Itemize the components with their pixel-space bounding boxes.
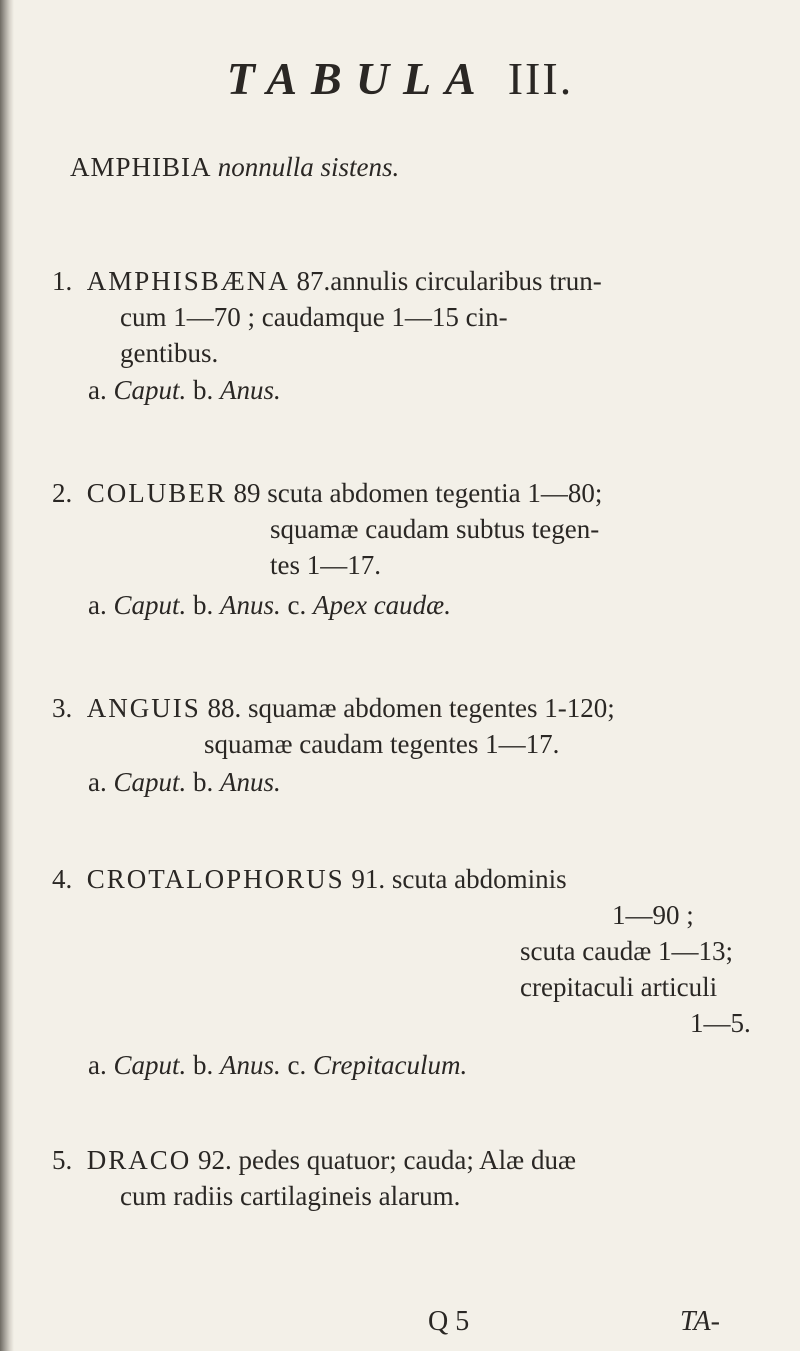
entry-name: ANGUIS [86,693,201,723]
entry-anguis [52,690,772,762]
entry-text-line: scuta caudæ 1—13; [520,936,733,966]
entry-number: 3. [52,693,73,723]
page-binding-shadow [0,0,14,1351]
entry-text-line: gentibus. [120,338,219,368]
entry-amphisbaena [52,263,772,371]
entry-figure-labels [88,767,281,798]
label-letter: a. [88,767,114,797]
entry-text-line: 88. squamæ abdomen tegentes 1-120; [207,693,615,723]
subtitle-rest: nonnulla sistens. [217,152,400,182]
catchword: TA- [680,1306,720,1337]
label-letter: b. [186,767,220,797]
entry-text-line: 1—5. [690,1008,751,1038]
entry-text-line: cum 1—70 ; caudamque 1—15 cin- [120,302,508,332]
entry-text-line: 1—90 ; [612,900,694,930]
entry-text-line: cum radiis cartilagineis alarum. [120,1181,461,1211]
entry-text-line: 89 scuta abdomen tegentia 1—80; [233,478,603,508]
label-letter: c. [280,1050,313,1080]
label-term: Anus. [220,375,281,405]
entry-text-line: squamæ caudam subtus tegen- [270,514,600,544]
label-letter: b. [186,375,220,405]
page-title [0,52,800,105]
label-term: Anus. [220,590,281,620]
entry-name: CROTALOPHORUS [86,864,345,894]
entry-coluber [52,475,772,583]
label-term: Caput. [113,375,187,405]
label-letter: a. [88,590,114,620]
label-term: Caput. [113,590,187,620]
label-letter: b. [186,1050,220,1080]
entry-name: DRACO [86,1145,192,1175]
signature-mark: Q 5 [428,1306,470,1337]
entry-name: COLUBER [86,478,227,508]
page-subtitle [70,152,399,183]
label-letter: a. [88,375,114,405]
label-letter: b. [186,590,220,620]
title-word: TABULA [226,53,490,104]
label-term: Anus. [220,1050,281,1080]
label-term: Caput. [113,767,187,797]
entry-text-line: 91. scuta abdominis [351,864,567,894]
entry-figure-labels [88,1050,467,1081]
entry-number: 4. [52,864,73,894]
entry-text-line: tes 1—17. [270,550,381,580]
entry-number: 2. [52,478,73,508]
label-term: Anus. [220,767,281,797]
entry-figure-labels [88,375,281,406]
title-number: III. [507,53,574,104]
label-letter: a. [88,1050,114,1080]
entry-text-line: 92. pedes quatuor; cauda; Alæ duæ [198,1145,576,1175]
entry-name: AMPHISBÆNA [86,266,290,296]
label-term: Apex caudæ. [312,590,451,620]
entry-text-line: squamæ caudam tegentes 1—17. [204,729,560,759]
subtitle-main: AMPHIBIA [70,152,211,182]
entry-text-line: 87.annulis circularibus trun- [296,266,602,296]
entry-number: 1. [52,266,73,296]
entry-number: 5. [52,1145,73,1175]
label-term: Crepitaculum. [312,1050,468,1080]
label-term: Caput. [113,1050,187,1080]
entry-text-line: crepitaculi articuli [520,972,718,1002]
label-letter: c. [280,590,313,620]
entry-crotalophorus [52,861,772,1041]
entry-figure-labels [88,590,451,621]
entry-draco [52,1142,772,1214]
